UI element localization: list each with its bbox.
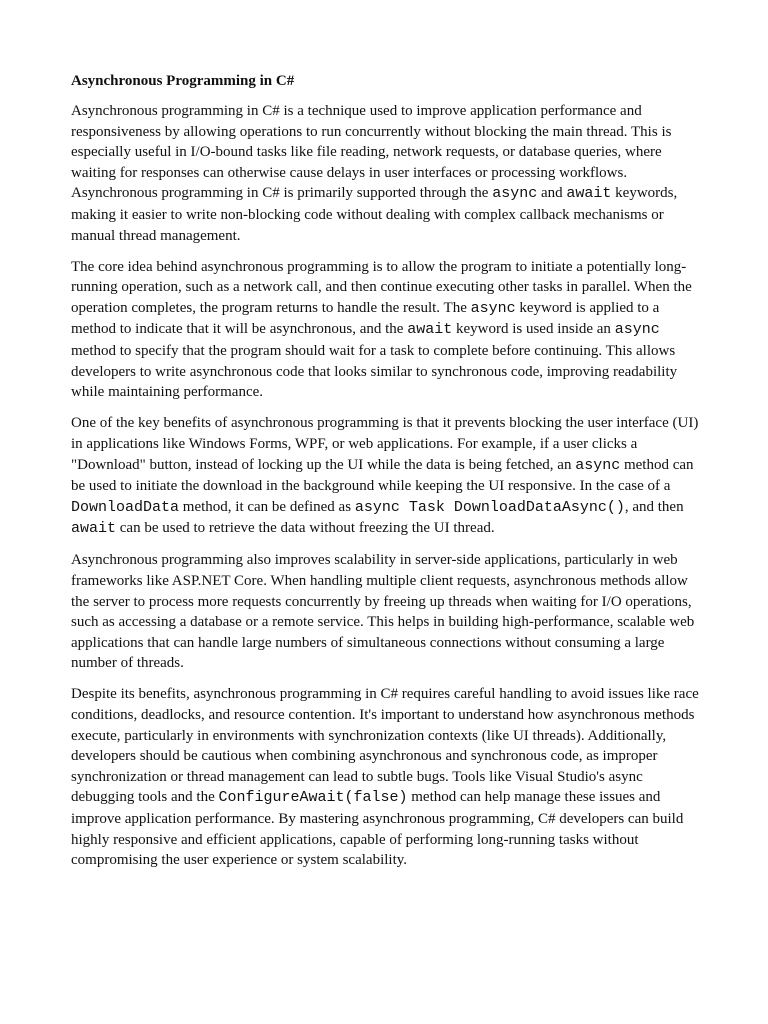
document-body [71, 101, 699, 871]
text-run: can be used to retrieve the data without freezing the UI thread. [116, 520, 495, 537]
text-run: and [537, 185, 567, 202]
inline-code: await [566, 185, 612, 203]
text-run: method to specify that the program should wait for a task to complete before continuing. This allows developers to write asynchronous code that looks similar to synchronous code, improving readability while maintaining performance. [71, 343, 678, 401]
inline-code: DownloadData [71, 498, 180, 516]
text-run: The core idea behind asynchronous programming is to allow the program to initiate a potentially long-running operation, such as a network call, and then continue executing other tasks in parallel. When the operation completes, the program returns to handle the result. The [71, 258, 692, 316]
inline-code: await [407, 321, 453, 339]
text-run: Asynchronous programming in C# is a technique used to improve application performance and responsiveness by allowing operations to run concurrently without blocking the main thread. This is especially useful in I/O-bound tasks like file reading, network requests, or database queries, where waiting for responses can otherwise cause delays in user interfaces or processing workflows. Asynchronous programming in C# is primarily supported through the [71, 103, 672, 202]
text-run: Asynchronous programming also improves scalability in server-side applications, particularly in web frameworks like ASP.NET Core. When handling multiple client requests, asynchronous methods allow the server to process more requests concurrently by freeing up threads when waiting for I/O operations, such as accessing a database or a remote service. This helps in building high-performance, scalable web applications that can handle large numbers of simultaneous connections without consuming a large number of threads. [71, 552, 695, 672]
paragraph [71, 101, 699, 246]
paragraph [71, 550, 699, 674]
paragraph [71, 257, 699, 403]
inline-code: async [575, 456, 621, 474]
text-run: One of the key benefits of asynchronous programming is that it prevents blocking the user interface (UI) in applications like Windows Forms, WPF, or web applications. For example, if a user clicks a "Download" button, instead of locking up the UI while the data is being fetched, an [71, 415, 699, 473]
inline-code: async [470, 299, 516, 317]
text-run: method can be used to initiate the download in the background while keeping the UI responsive. In the case of a [71, 456, 694, 495]
text-run: method, it can be defined as [179, 498, 355, 515]
document-title: Asynchronous Programming in C# [71, 73, 295, 89]
inline-code: await [71, 520, 117, 538]
text-run: keyword is applied to a method to indicate that it will be asynchronous, and the [71, 299, 660, 338]
inline-code: async [614, 321, 660, 339]
document-page [71, 70, 699, 881]
inline-code: async Task DownloadDataAsync() [354, 498, 625, 516]
paragraph [71, 413, 699, 540]
inline-code: async [492, 185, 538, 203]
text-run: keywords, making it easier to write non-blocking code without dealing with complex callback mechanisms or manual thread management. [71, 185, 678, 244]
text-run: Despite its benefits, asynchronous programming in C# requires careful handling to avoid issues like race conditions, deadlocks, and resource contention. It's important to understand how asynchronous methods execute, particularly in environments with synchronization contexts (like UI threads). Additionally, developers should be cautious when combining asynchronous and synchronous code, as improper synchronization or thread management can lead to subtle bugs. Tools like Visual Studio's async debugging tools and the [71, 686, 699, 806]
text-run: , and then [624, 498, 684, 515]
inline-code: ConfigureAwait(false) [218, 789, 408, 807]
text-run: keyword is used inside an [452, 321, 615, 338]
text-run: method can help manage these issues and improve application performance. By mastering asynchronous programming, C# developers can build highly responsive and efficient applications, capable of performing long-running tasks without compromising the user experience or system scalability. [71, 789, 684, 869]
paragraph [71, 684, 699, 870]
